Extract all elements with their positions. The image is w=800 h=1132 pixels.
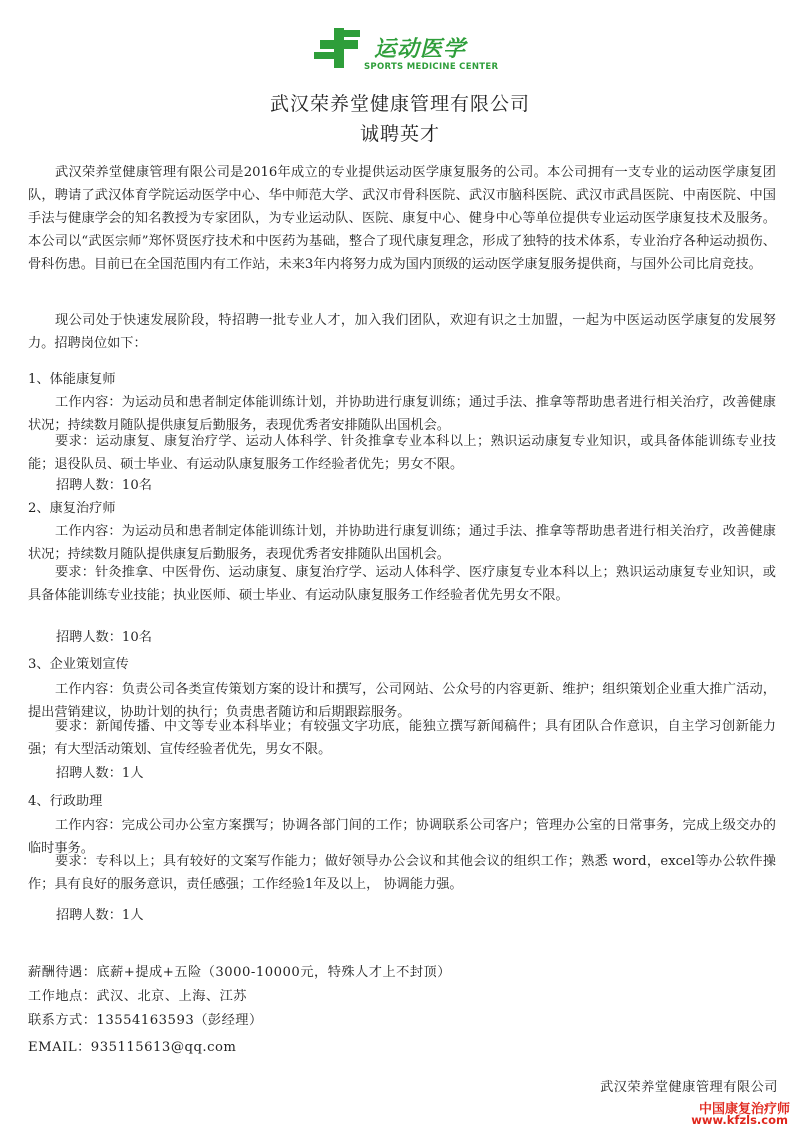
- logo-english-text: SPORTS MEDICINE CENTER: [364, 62, 499, 72]
- job-3-title: 3、企业策划宣传: [28, 657, 129, 672]
- job-2-requirements: 要求：针灸推拿、中医骨伤、运动康复、康复治疗学、运动人体科学、医疗康复专业本科以上；熟识运动康复专业知识，或具备体能训练专业技能；执业医师、硕士毕业、有运动队康复服务工作经验者优先男女不限。: [28, 565, 776, 603]
- job-1-work: 工作内容：为运动员和患者制定体能训练计划，并协助进行康复训练；通过手法、推拿等帮助患者进行相关治疗，改善健康状况；持续数月随队提供康复后勤服务，表现优秀者安排随队出国机会。: [28, 395, 776, 433]
- work-location: 工作地点：武汉、北京、上海、江苏: [28, 989, 247, 1004]
- logo-mark-icon: [312, 26, 368, 70]
- job-4-requirements: 要求：专科以上；具有较好的文案写作能力；做好领导办公会议和其他会议的组织工作；熟悉 word，excel等办公软件操作；具有良好的服务意识，责任感强；工作经验1年及以上， 协调能力强。: [28, 854, 776, 892]
- job-3-requirements: 要求：新闻传播、中文等专业本科毕业；有较强文字功底，能独立撰写新闻稿件；具有团队合作意识，自主学习创新能力强；有大型活动策划、宣传经验者优先，男女不限。: [28, 719, 776, 757]
- intro-paragraph-1: 武汉荣养堂健康管理有限公司是2016年成立的专业提供运动医学康复服务的公司。本公司拥有一支专业的运动医学康复团队，聘请了武汉体育学院运动医学中心、华中师范大学、武汉市骨科医院、武汉市脑科医院、武汉市武昌医院、中南医院、中国手法与健康学会的知名教授为专家团队，为专业运动队、医院、康复中心、健身中心等单位提供专业运动医学康复技术及服务。本公司以“武医宗师”郑怀贤医疗技术和中医药为基础，整合了现代康复理念，形成了独特的技术体系，专业治疗各种运动损伤、骨科伤患。目前已在全国范围内有工作站，未来3年内将努力成为国内顶级的运动医学康复服务提供商，与国外公司比肩竞技。: [28, 165, 776, 272]
- watermark-site-name: 中国康复治疗师: [698, 1102, 790, 1117]
- salary-info: 薪酬待遇：底薪+提成+五险（3000-10000元，特殊人才上不封顶）: [28, 965, 451, 980]
- job-3-count: 招聘人数：1人: [56, 766, 144, 781]
- job-4-work: 工作内容：完成公司办公室方案撰写；协调各部门间的工作；协调联系公司客户；管理办公室的日常事务，完成上级交办的临时事务。: [28, 818, 776, 856]
- job-2-work: 工作内容：为运动员和患者制定体能训练计划，并协助进行康复训练；通过手法、推拿等帮助患者进行相关治疗，改善健康状况；持续数月随队提供康复后勤服务，表现优秀者安排随队出国机会。: [28, 524, 776, 562]
- job-1-requirements: 要求：运动康复、康复治疗学、运动人体科学、针灸推拿专业本科以上；熟识运动康复专业知识，或具备体能训练专业技能；退役队员、硕士毕业、有运动队康复服务工作经验者优先；男女不限。: [28, 434, 776, 472]
- job-2-title: 2、康复治疗师: [28, 501, 116, 516]
- signature-company: 武汉荣养堂健康管理有限公司: [600, 1080, 778, 1095]
- company-title: 武汉荣养堂健康管理有限公司: [269, 93, 530, 115]
- logo-chinese-text: 运动医学: [374, 36, 467, 62]
- job-2-count: 招聘人数：10名: [56, 630, 152, 645]
- intro-paragraph-2: 现公司处于快速发展阶段，特招聘一批专业人才，加入我们团队，欢迎有识之士加盟，一起为中医运动医学康复的发展努力。招聘岗位如下：: [28, 313, 776, 351]
- contact-email: EMAIL：935115613@qq.com: [28, 1040, 237, 1055]
- contact-phone: 联系方式：13554163593（彭经理）: [28, 1013, 263, 1028]
- sports-medicine-logo: [312, 24, 502, 76]
- page-subtitle: 诚聘英才: [359, 123, 440, 145]
- watermark-site-url: www.kfzls.com: [691, 1113, 788, 1127]
- job-1-title: 1、体能康复师: [28, 372, 116, 387]
- job-4-count: 招聘人数：1人: [56, 908, 144, 923]
- job-1-count: 招聘人数：10名: [56, 478, 152, 493]
- job-3-work: 工作内容：负责公司各类宣传策划方案的设计和撰写，公司网站、公众号的内容更新、维护；组织策划企业重大推广活动，提出营销建议，协助计划的执行；负责患者随访和后期跟踪服务。: [28, 682, 776, 720]
- job-4-title: 4、行政助理: [28, 794, 103, 809]
